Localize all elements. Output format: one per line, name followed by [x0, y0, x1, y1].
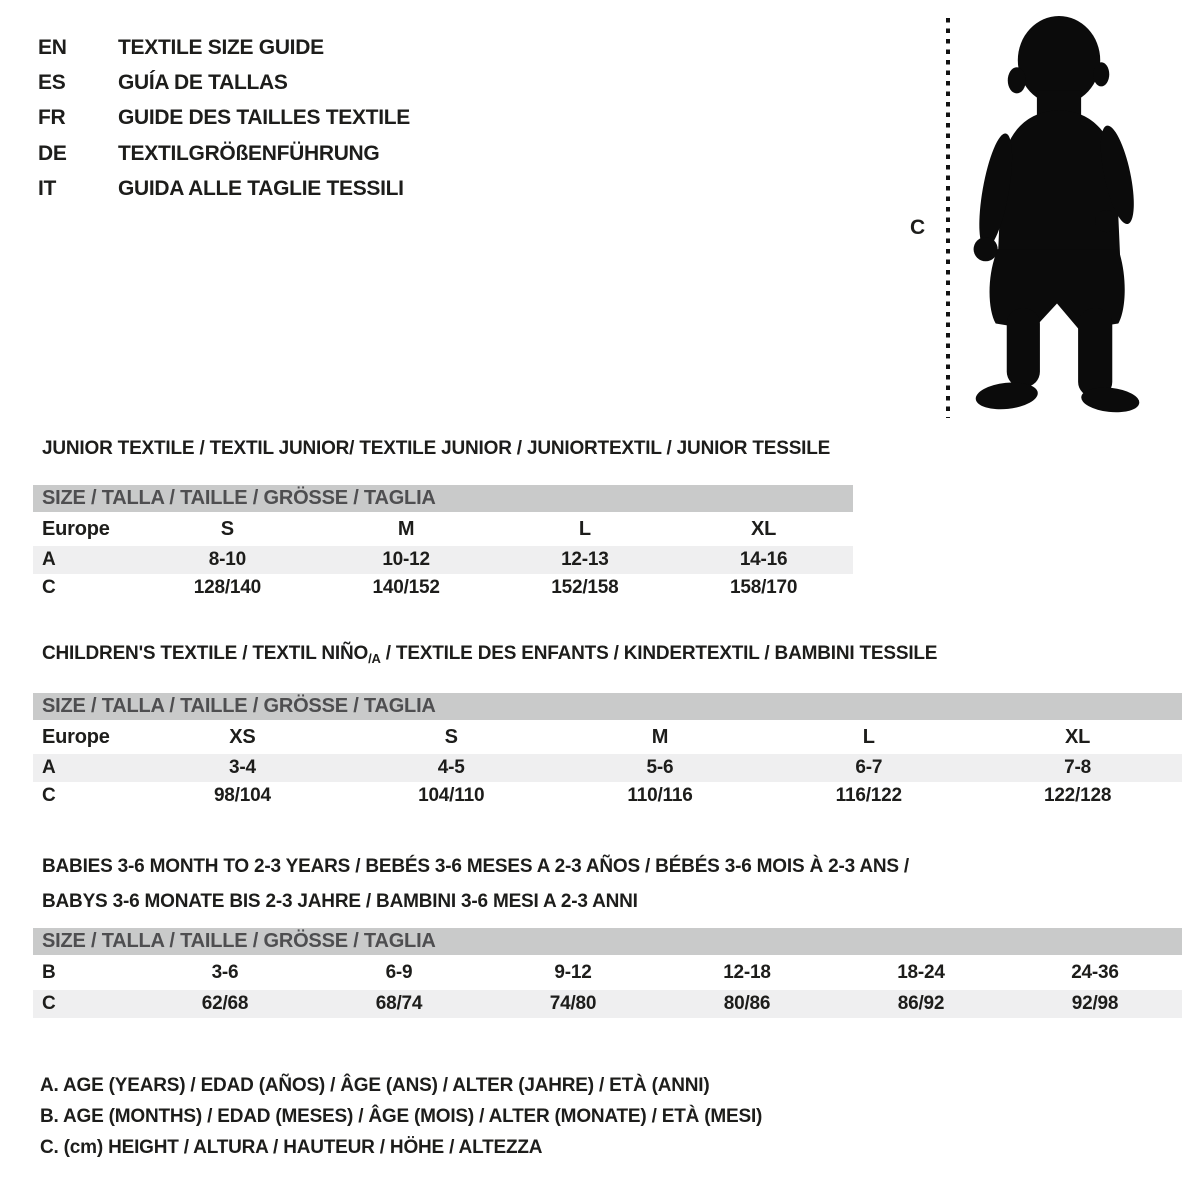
- babies-size-table: [33, 928, 1182, 1018]
- row-label: C: [42, 993, 56, 1014]
- table-cell: 128/140: [193, 577, 262, 598]
- junior-section-heading: JUNIOR TEXTILE / TEXTIL JUNIOR/ TEXTILE JUNIOR / JUNIORTEXTIL / JUNIOR TESSILE: [42, 438, 831, 459]
- table-cell: 7-8: [1064, 757, 1092, 778]
- language-code: ES: [38, 71, 66, 95]
- region-header: Europe: [42, 517, 110, 540]
- toddler-silhouette: [971, 12, 1143, 414]
- table-row-age: [33, 754, 1182, 782]
- table-cell: 3-6: [211, 961, 239, 983]
- row-label: A: [42, 549, 56, 570]
- table-cell: 10-12: [382, 549, 430, 570]
- language-code: DE: [38, 141, 67, 165]
- table-cell: 140/152: [372, 577, 440, 598]
- size-header-bar: SIZE / TALLA / TAILLE / GRÖSSE / TAGLIA: [33, 485, 853, 512]
- row-label: A: [42, 757, 56, 778]
- heading-text: CHILDREN'S TEXTILE / TEXTIL NIÑO: [42, 643, 369, 664]
- table-cell: 98/104: [213, 785, 271, 806]
- language-code: IT: [38, 177, 57, 201]
- table-cell: 92/98: [1071, 993, 1119, 1014]
- table-cell: 74/80: [549, 993, 597, 1014]
- table-row-height: [33, 990, 1182, 1018]
- table-cell: 12-18: [723, 961, 771, 983]
- table-cell: 104/110: [418, 785, 485, 806]
- table-cell: 62/68: [201, 993, 249, 1014]
- size-col-header: XL: [1065, 725, 1091, 748]
- language-row: [38, 101, 410, 136]
- heading-line: BABIES 3-6 MONTH TO 2-3 YEARS / BEBÉS 3-6 MESES A 2-3 AÑOS / BÉBÉS 3-6 MOIS À 2-3 ANS /: [42, 856, 910, 877]
- language-title: GUIDA ALLE TAGLIE TESSILI: [118, 177, 404, 201]
- heading-subscript: /A: [368, 651, 381, 666]
- measurement-legend: [40, 1070, 762, 1163]
- babies-section-heading: [42, 849, 909, 919]
- junior-size-table: [33, 485, 853, 602]
- region-header: Europe: [42, 725, 110, 748]
- table-cell: 122/128: [1043, 785, 1112, 806]
- language-title: TEXTILE SIZE GUIDE: [118, 35, 324, 59]
- table-cell: 5-6: [646, 757, 674, 778]
- size-col-header: L: [578, 517, 591, 540]
- language-title: GUÍA DE TALLAS: [118, 71, 288, 95]
- language-row: [38, 65, 410, 100]
- row-label: B: [42, 961, 56, 983]
- language-title: TEXTILGRÖßENFÜHRUNG: [118, 141, 380, 165]
- heading-text: / TEXTILE DES ENFANTS / KINDERTEXTIL / BAMBINI TESSILE: [380, 643, 938, 664]
- table-cell: 152/158: [551, 577, 619, 598]
- language-row: [38, 136, 410, 171]
- language-title-list: [38, 30, 410, 207]
- table-cell: 8-10: [208, 549, 246, 570]
- table-cell: 6-7: [855, 757, 883, 778]
- row-label: C: [42, 577, 56, 598]
- height-measure-label: C: [910, 216, 926, 239]
- table-row-height: [33, 574, 853, 602]
- table-header-row: [33, 512, 853, 546]
- legend-line-age-months: B. AGE (MONTHS) / EDAD (MESES) / ÂGE (MOIS) / ALTER (MONATE) / ETÀ (MESI): [40, 1106, 763, 1127]
- height-measure-line: [944, 16, 952, 420]
- table-cell: 68/74: [375, 993, 423, 1014]
- heading-line: BABYS 3-6 MONATE BIS 2-3 JAHRE / BAMBINI 3-6 MESI A 2-3 ANNI: [42, 891, 638, 912]
- language-row: [38, 30, 410, 65]
- table-cell: 86/92: [897, 993, 945, 1014]
- size-col-header: XL: [751, 517, 777, 540]
- table-header-row: [33, 720, 1182, 754]
- table-cell: 6-9: [385, 961, 413, 983]
- table-cell: 14-16: [739, 549, 788, 570]
- legend-line-height: C. (cm) HEIGHT / ALTURA / HAUTEUR / HÖHE / ALTEZZA: [40, 1137, 543, 1158]
- size-header-bar: SIZE / TALLA / TAILLE / GRÖSSE / TAGLIA: [33, 928, 1182, 955]
- size-col-header: S: [444, 725, 458, 748]
- language-title: GUIDE DES TAILLES TEXTILE: [118, 106, 410, 130]
- table-row-height: [33, 782, 1182, 810]
- size-header-bar: SIZE / TALLA / TAILLE / GRÖSSE / TAGLIA: [33, 693, 1182, 720]
- legend-line-age-years: A. AGE (YEARS) / EDAD (AÑOS) / ÂGE (ANS) / ALTER (JAHRE) / ETÀ (ANNI): [40, 1075, 710, 1096]
- language-code: EN: [38, 35, 67, 59]
- table-cell: 116/122: [835, 785, 902, 806]
- table-cell: 110/116: [627, 785, 693, 806]
- size-col-header: S: [220, 517, 234, 540]
- size-col-header: XS: [229, 725, 256, 748]
- language-row: [38, 172, 410, 207]
- size-col-header: M: [397, 517, 415, 540]
- table-cell: 24-36: [1071, 961, 1119, 983]
- table-cell: 158/170: [729, 577, 798, 598]
- language-code: FR: [38, 106, 66, 130]
- children-size-table: [33, 693, 1182, 810]
- table-cell: 80/86: [723, 993, 771, 1014]
- table-cell: 4-5: [437, 757, 465, 778]
- table-cell: 9-12: [554, 961, 592, 983]
- table-row-age-months: [33, 955, 1182, 990]
- children-section-heading: [42, 642, 937, 670]
- table-cell: 12-13: [561, 549, 609, 570]
- size-col-header: L: [862, 725, 875, 748]
- size-col-header: M: [651, 725, 669, 748]
- table-cell: 18-24: [897, 961, 945, 983]
- table-cell: 3-4: [228, 757, 256, 778]
- table-row-age: [33, 546, 853, 574]
- row-label: C: [42, 785, 56, 806]
